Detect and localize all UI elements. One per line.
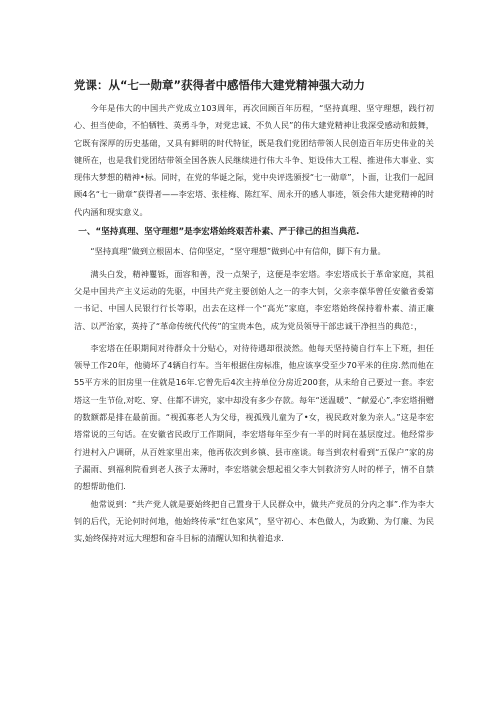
body-paragraph: 李宏塔在任职期间对待群众十分贴心，对待待遇却很淡然。他每天坚持骑自行车上下班，担任领导工作20年，他骑坏了4辆自行车。当年根据住房标准，他应该享受至少70平米的住房.然而他在55平方米的旧房里一住就是16年.它曾先后4次主持单位分房近200套，从未给自己要过一套。李宏塔这一生节俭,对吃、穿、住都不讲究，家中却没有多少存款。每年“送温暖”、“献爱心”,李宏塔捐赠的数额都是排在最前面。“视孤寡老人为父母，视孤残儿童为了•女，视民政对象为亲人。”这是李宏塔常说的三句话。在安徽省民政厅工作期间，李宏塔每年至少有一半的时间在基层度过。他经常步行进村入户调研，从百姓家里出来，他再依次到乡镇、县市座谈。每当到农村看到“五保户”家的房子漏雨、到福利院看到老人孩子太薄时，李宏塔就会想起祖父李大钊救济穷人时的样子，情不自禁的想帮助他们. [74,342,434,492]
body-paragraph: “坚持真理”做到立根固本、信仰坚定，“坚守理想”做到心中有信仰，脚下有力量。 [90,246,386,257]
intro-paragraph: 今年是伟大的中国共产党成立103周年，再次回顾百年历程，“坚持真理、坚守理想，践行初心、担当使命，不怕牺牲、英勇斗争，对党忠诚、不负人民”的伟大建党精神让我深受感动和鼓舞，它既有深厚的历史基础，又具有鲜明的时代特征，既是我们党团结带领人民创造百年历史伟业的关键所在，也是我们党团结带领全国各族人民继续进行伟大斗争、矩设伟大工程、推进伟大事业、实现伟大梦想的精神•标。同时，在党的华诞之际，党中央评选颁授“七一勋章”，卜面，让我们一起回顾4名“七一勋章”获得者——李宏塔、张桂梅、陈红军、周永开的感人事迹，领会伟大建党精神的时代内涵和现实意义。 [74,103,434,217]
body-paragraph: 他常说到：“共产党人就是要始终把自己置身于人民群众中，做共产党员的分内之事”.作为李大钊的后代，无论何时何地，他始终传承“红色家风”，坚守初心、本色做人，为政勤、为仃廉、为民实,始终保持对远大理想和奋斗目标的清醒认知和执着追求. [74,498,434,544]
document-title: 党课：从“七一勋章”获得者中感悟伟大建党精神强大动力 [74,78,365,92]
body-paragraph: 满头白发，精神矍铄，面容和善，没一点架子，这便是李宏塔。李宏塔成长于革命家庭，其祖父是中国共产主义运动的先驱，中国共产党主要创始人之一的李大钊，父亲李葆华曾任安徽省委第一书记、中国人民银行行长等职，出去在这样一个“高光”家庭，李宏塔始终保持着朴素、清正廉洁、以严治家，英持了“革命传统代代传”的宝贵本色，成为党员领导干部忠诚干净担当的典范：， [74,268,434,331]
section-heading: 一、“坚持真理、坚守理想”是李宏塔始终艰苦朴素、严于律己的担当典范. [78,227,360,238]
document-body [74,100,434,547]
